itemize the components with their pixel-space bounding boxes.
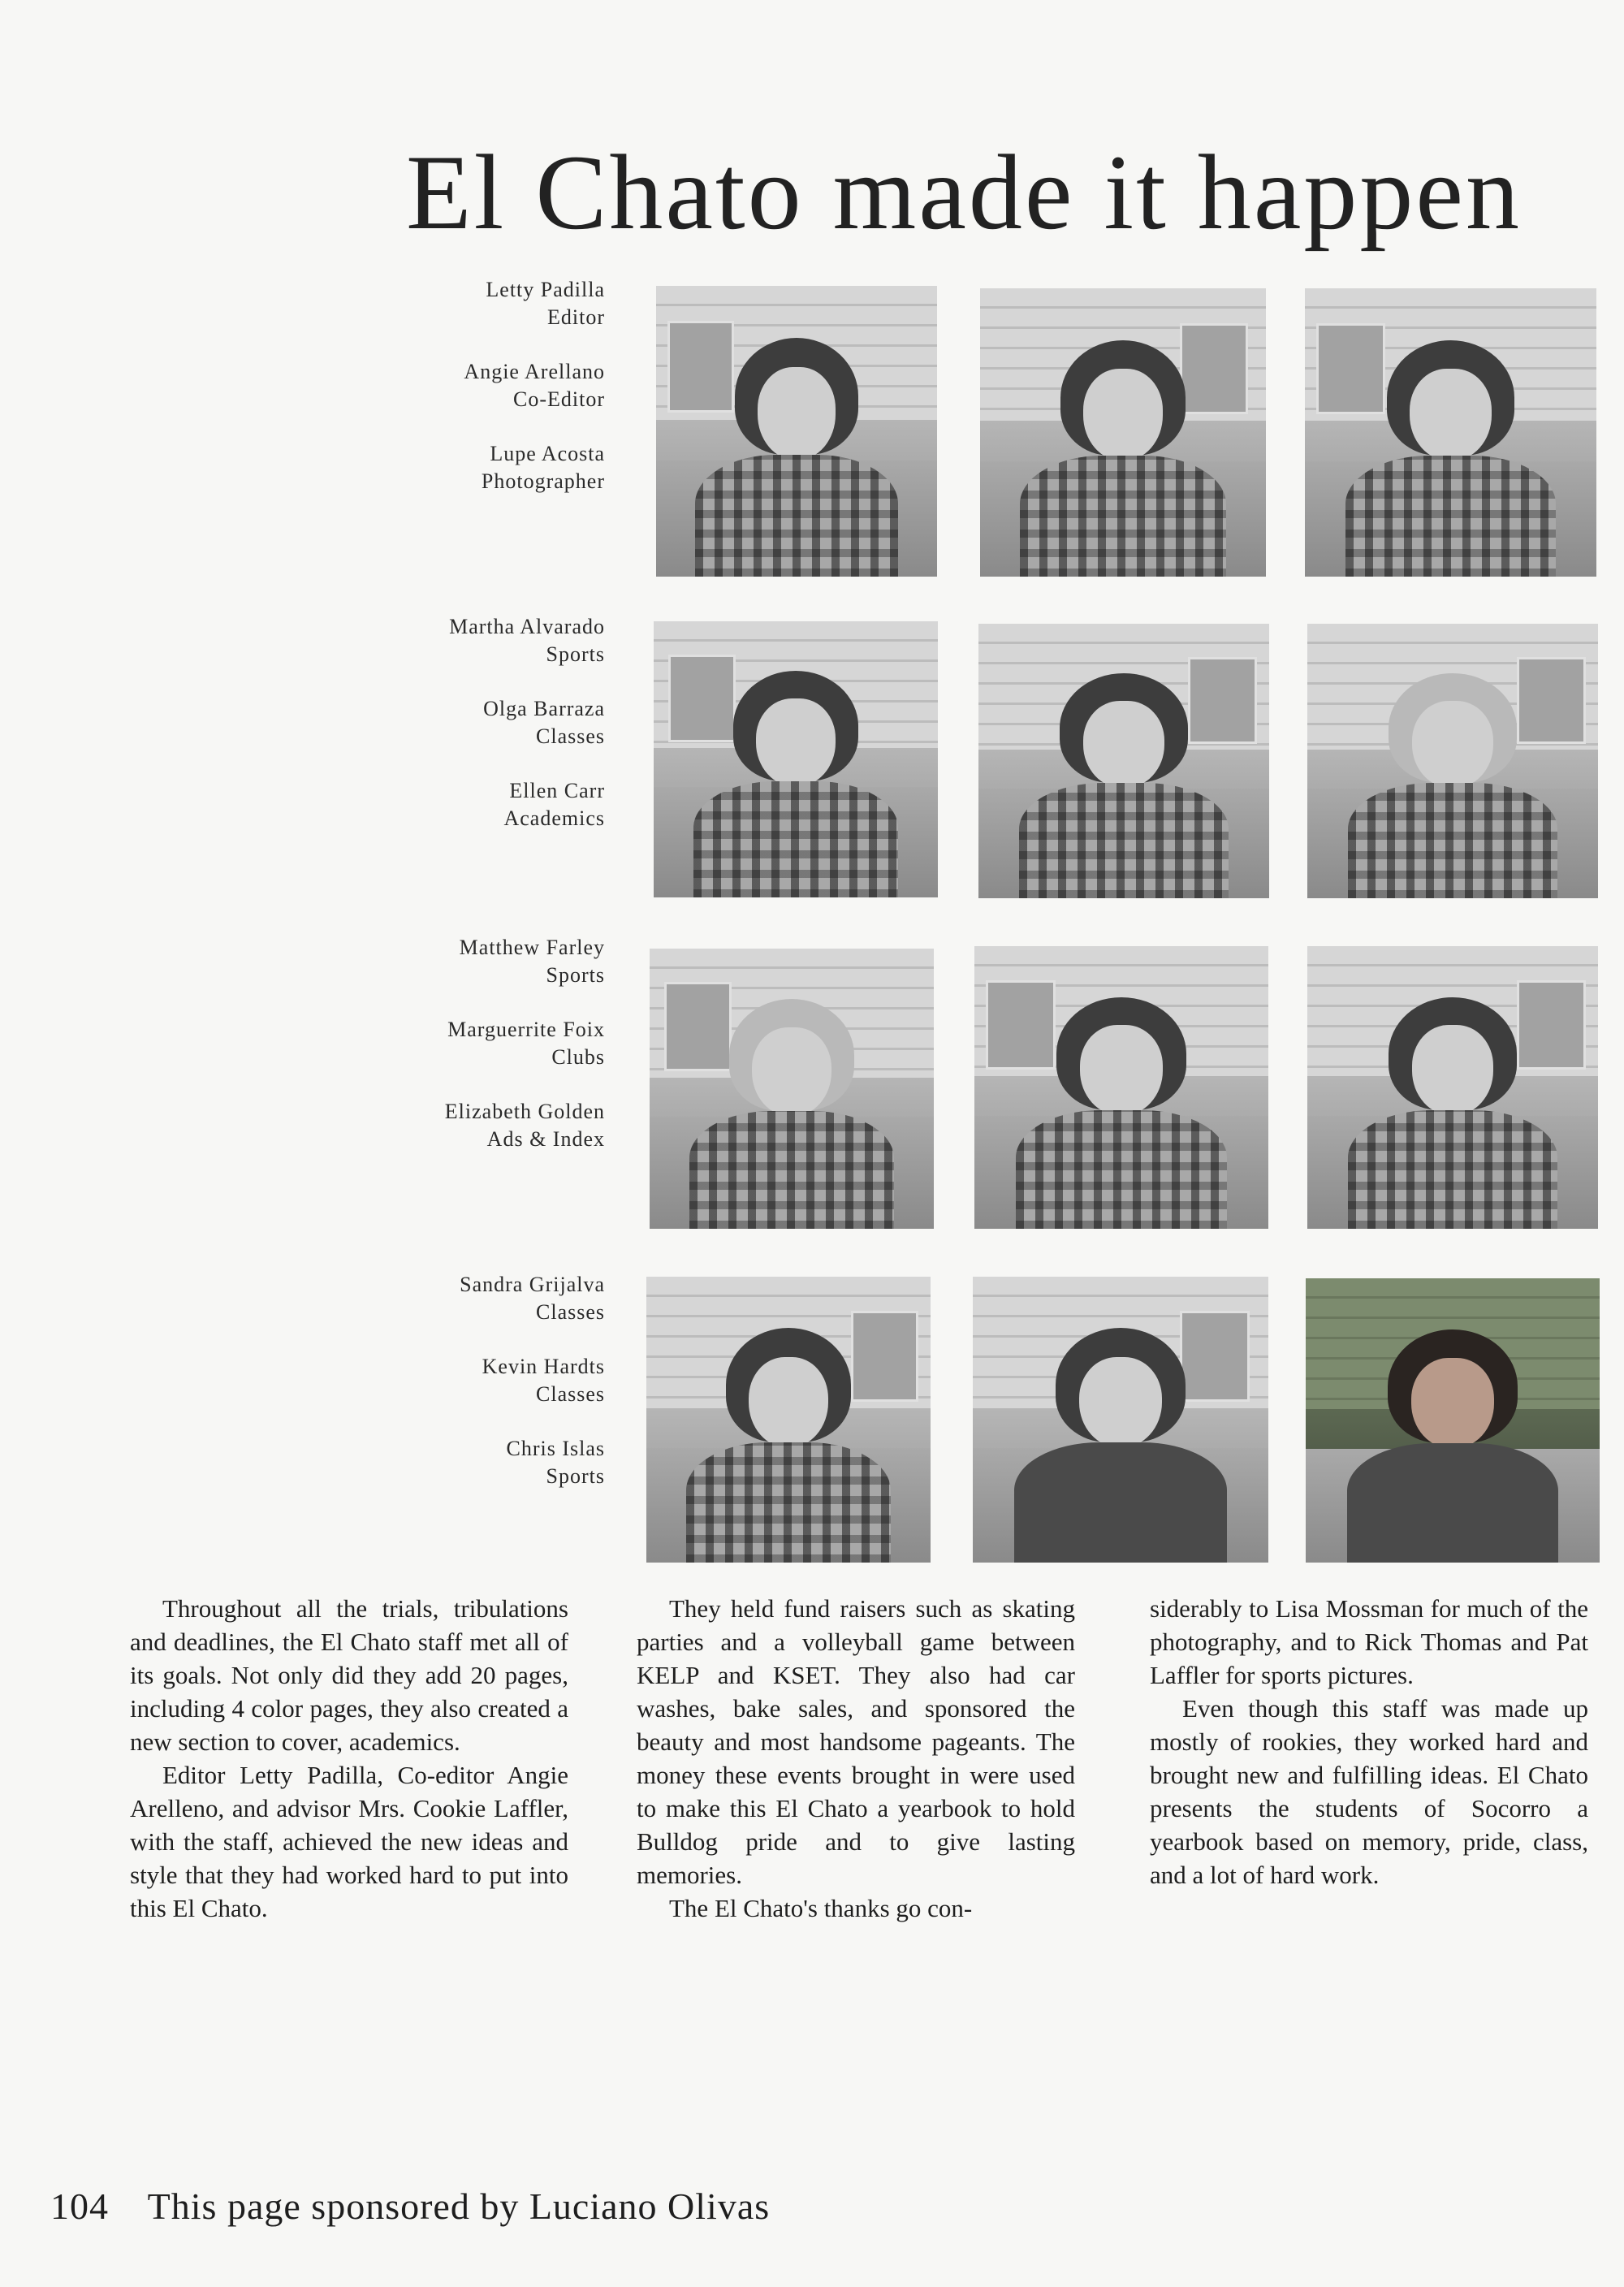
staff-label	[345, 613, 605, 668]
staff-photo	[650, 949, 934, 1229]
staff-label	[345, 276, 605, 331]
staff-photo	[973, 1277, 1268, 1563]
staff-name: Angie Arellano	[464, 360, 605, 383]
staff-label	[345, 1271, 605, 1326]
staff-name: Kevin Hardts	[482, 1355, 605, 1378]
staff-role: Photographer	[481, 469, 605, 493]
staff-photo	[974, 946, 1268, 1229]
staff-label	[345, 1353, 605, 1408]
staff-photo	[1307, 624, 1598, 898]
staff-photo	[978, 624, 1269, 898]
staff-name: Lupe Acosta	[490, 442, 605, 465]
staff-label-group-4	[345, 1271, 605, 1517]
staff-label	[345, 1435, 605, 1490]
staff-name: Martha Alvarado	[449, 615, 605, 638]
staff-role: Ads & Index	[486, 1127, 605, 1151]
staff-role: Academics	[503, 806, 605, 830]
staff-name: Letty Padilla	[486, 278, 605, 301]
staff-name: Ellen Carr	[509, 779, 605, 802]
staff-role: Classes	[536, 1300, 605, 1324]
staff-label	[345, 695, 605, 750]
staff-label	[345, 1098, 605, 1153]
staff-role: Co-Editor	[513, 387, 605, 411]
staff-photo	[656, 286, 937, 577]
staff-name: Elizabeth Golden	[444, 1100, 605, 1123]
page-title: El Chato made it happen	[406, 132, 1522, 252]
article-paragraph: The El Chato's thanks go con-	[669, 1894, 973, 1922]
article-paragraph: Editor Letty Padilla, Co-editor Angie Arelleno, and advisor Mrs. Cookie Laffler, with the staff, achieved the new ideas and style that they had worked hard to put into this El Chato.	[130, 1761, 568, 1922]
staff-label	[345, 358, 605, 413]
staff-name: Matthew Farley	[459, 936, 605, 959]
article-column-1	[130, 1592, 568, 1925]
staff-label-group-1	[345, 276, 605, 522]
staff-label	[345, 777, 605, 832]
article-paragraph: siderably to Lisa Mossman for much of the photography, and to Rick Thomas and Pat Laffler for sports pictures.	[1150, 1594, 1588, 1689]
sponsor-line: This page sponsored by Luciano Olivas	[147, 2185, 771, 2227]
staff-role: Clubs	[551, 1045, 605, 1069]
staff-label-group-3	[345, 934, 605, 1180]
article-column-3	[1150, 1592, 1588, 1891]
staff-label	[345, 1016, 605, 1071]
article-paragraph: Even though this staff was made up mostly of rookies, they worked hard and brought new and fulfilling ideas. El Chato presents the students of Socorro a yearbook based on memory, pride, class, and a lot of hard work.	[1150, 1694, 1588, 1889]
page-number: 104	[50, 2185, 109, 2227]
article-paragraph: They held fund raisers such as skating parties and a volleyball game between KELP and KSET. They also had car washes, bake sales, and sponsored the beauty and most handsome pageants. The money these events brought in were used to make this El Chato a yearbook to hold Bulldog pride and to give lasting memories.	[637, 1594, 1075, 1889]
staff-name: Marguerrite Foix	[447, 1018, 605, 1041]
staff-name: Sandra Grijalva	[460, 1273, 605, 1296]
staff-role: Sports	[546, 642, 605, 666]
staff-label	[345, 440, 605, 495]
staff-role: Sports	[546, 963, 605, 987]
staff-photo	[1307, 946, 1598, 1229]
staff-role: Sports	[546, 1464, 605, 1488]
staff-role: Classes	[536, 724, 605, 748]
staff-photo	[646, 1277, 931, 1563]
staff-photo	[1306, 1278, 1600, 1563]
staff-photo	[654, 621, 938, 897]
staff-name: Chris Islas	[506, 1437, 605, 1460]
staff-name: Olga Barraza	[483, 697, 605, 720]
staff-role: Classes	[536, 1382, 605, 1406]
staff-label-group-2	[345, 613, 605, 859]
article-paragraph: Throughout all the trials, tribulations and deadlines, the El Chato staff met all of its goals. Not only did they add 20 pages, including 4 color pages, they also created a new section to cover, academics.	[130, 1594, 568, 1756]
staff-photo	[980, 288, 1266, 577]
staff-photo	[1305, 288, 1596, 577]
staff-label	[345, 934, 605, 989]
article-column-2	[637, 1592, 1075, 1925]
page-footer	[50, 2185, 770, 2228]
staff-role: Editor	[547, 305, 605, 329]
